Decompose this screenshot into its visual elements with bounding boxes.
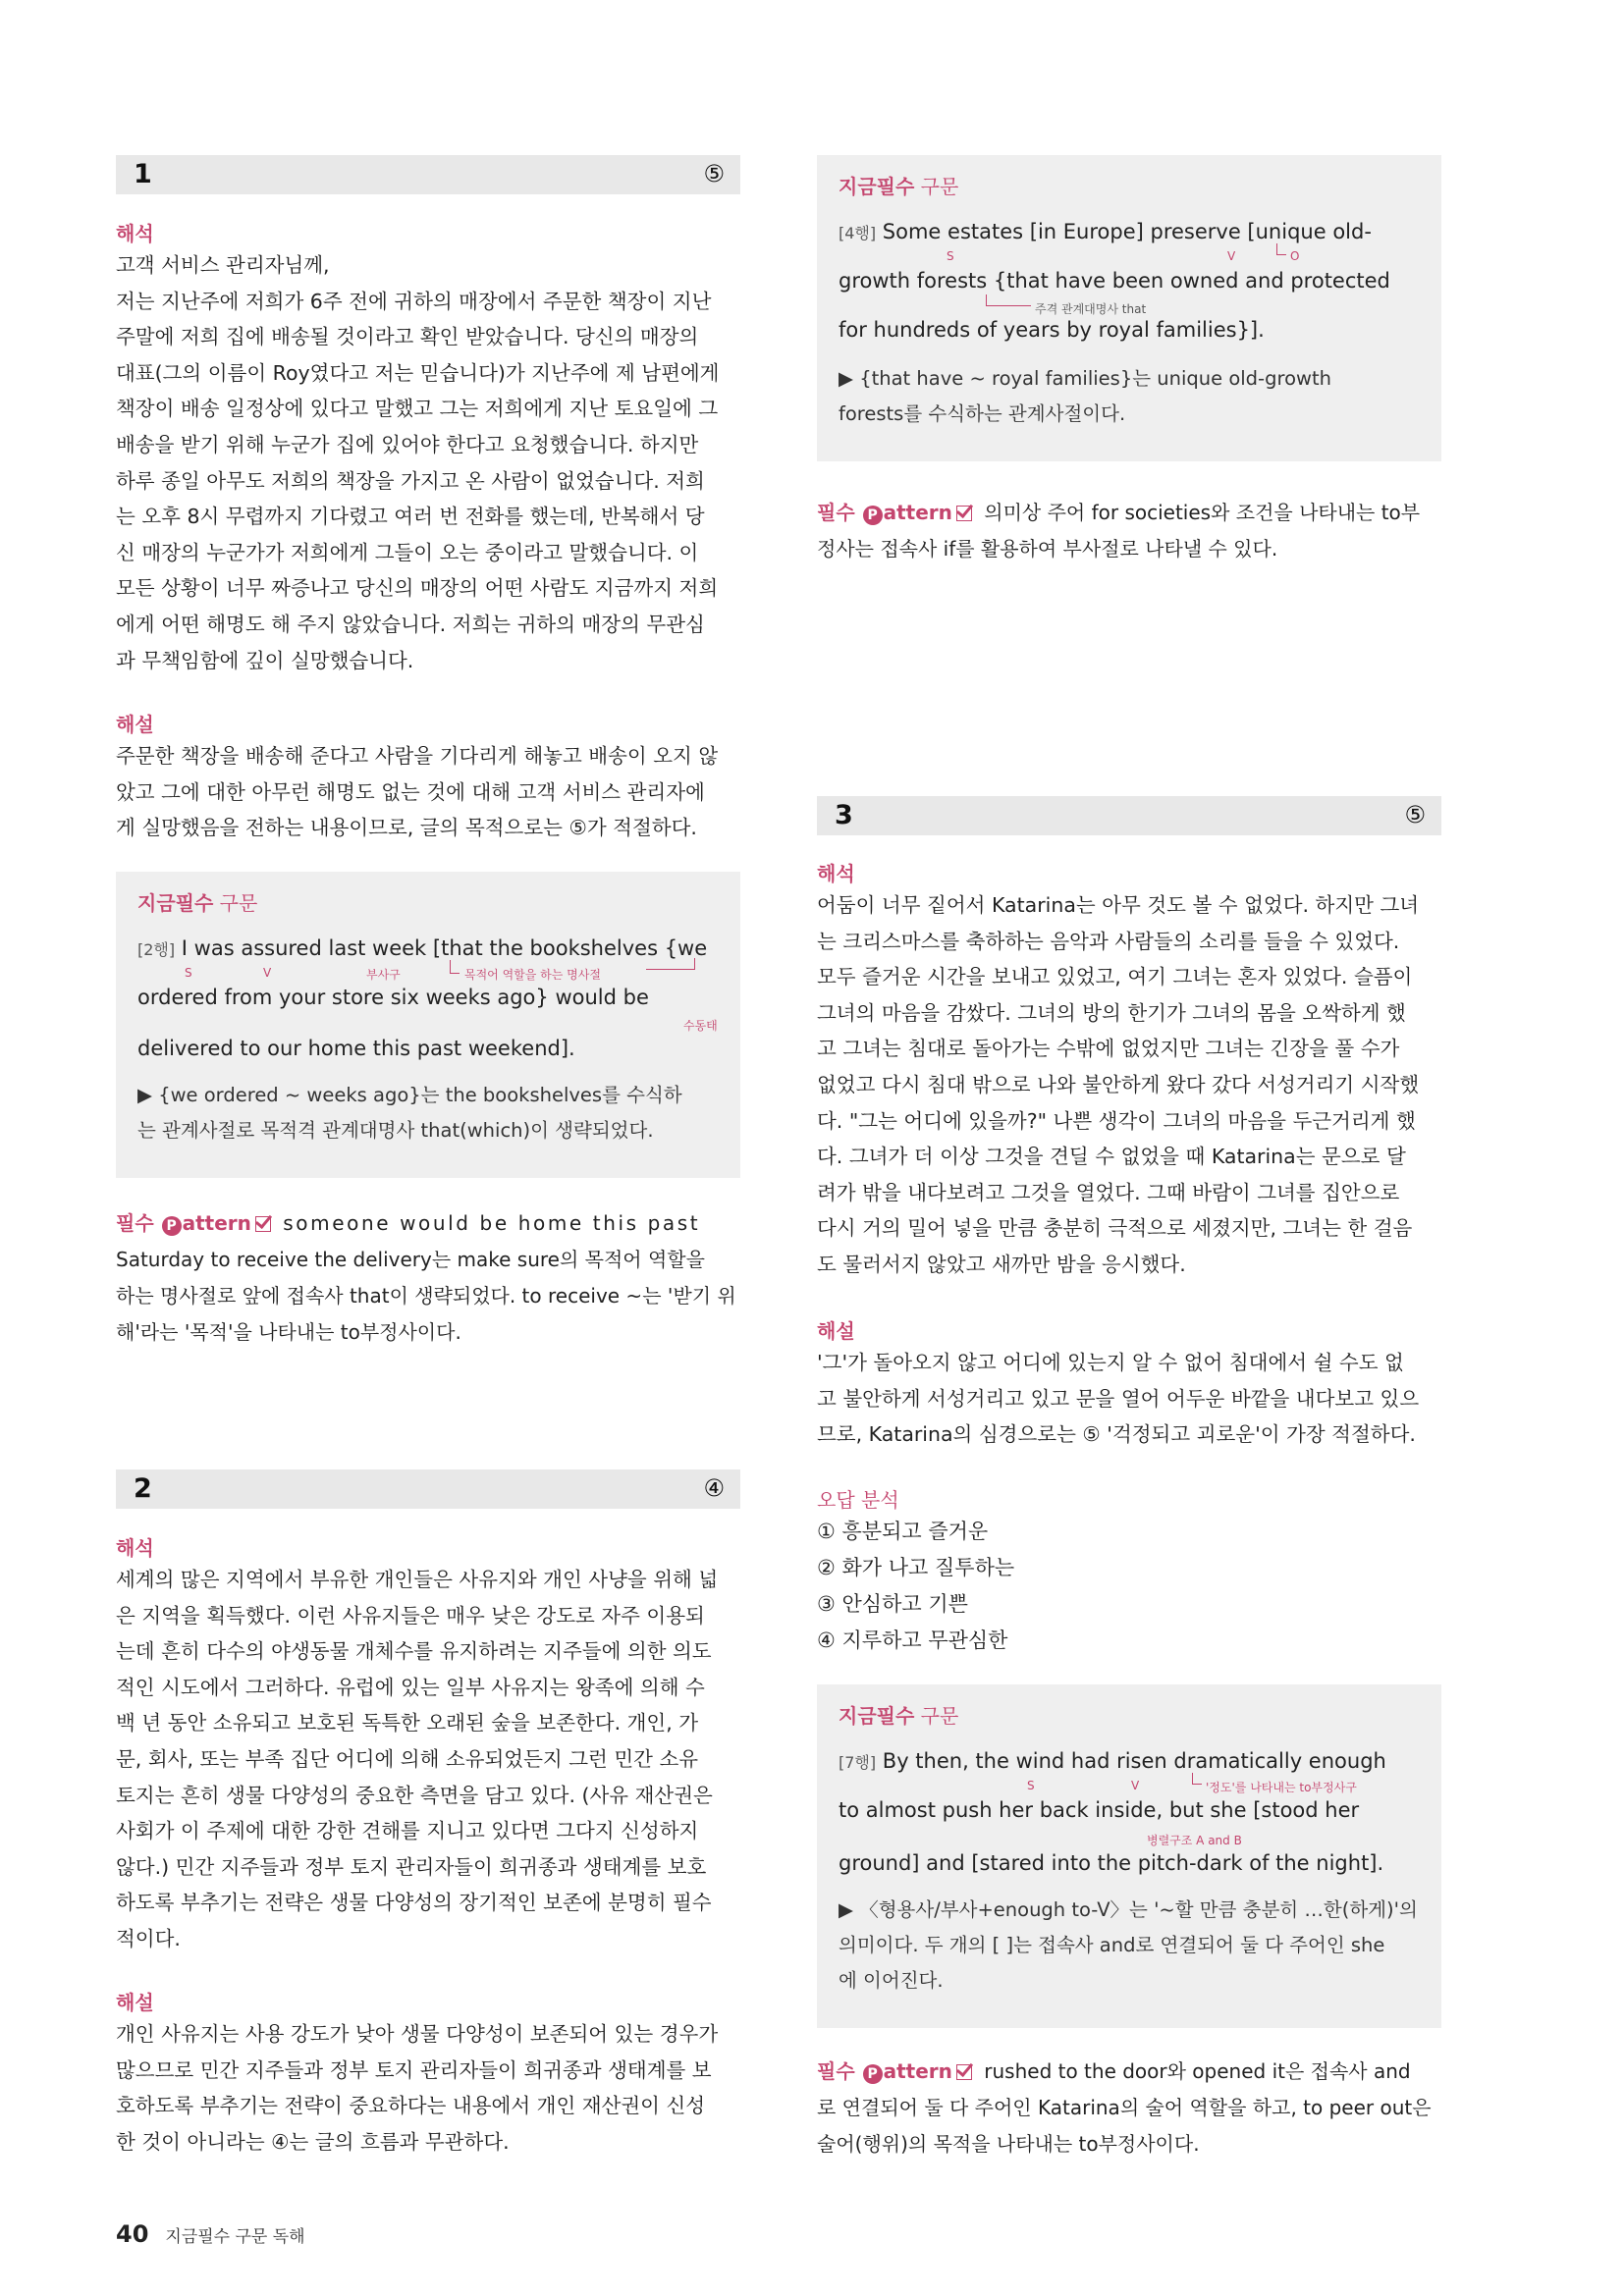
text-line: 호하도록 부추기는 전략이 중요하다는 내용에서 개인 재산권이 신성: [116, 2094, 706, 2118]
note-line: 에 이어진다.: [839, 1969, 944, 1992]
syntax-line-1: [7행] By then, the wind had risen dramatically enough: [839, 1749, 1386, 1773]
annotation-passive: 수동태: [683, 1019, 718, 1033]
answer-mark: ⑤: [1404, 801, 1426, 828]
note-line: 는 관계사절로 목적격 관계대명사 that(which)이 생략되었다.: [137, 1119, 654, 1142]
list-item: ② 화가 나고 질투하는: [817, 1556, 1015, 1579]
text-line: 하루 종일 아무도 저희의 책장을 가지고 온 사람이 없었습니다. 저희: [116, 468, 705, 493]
text-line: 한 것이 아니라는 ④는 글의 흐름과 무관하다.: [116, 2129, 510, 2154]
syntax-line-3: delivered to our home this past weekend].: [137, 1037, 575, 1060]
pattern-line: 해'라는 '목적'을 나타내는 to부정사이다.: [116, 1320, 461, 1344]
annotation-arrow: [646, 958, 695, 970]
question-1-header: [116, 155, 740, 194]
translation-label: 해석: [116, 1536, 154, 1560]
syntax-line-1: [2행] I was assured last week [that the bookshelves {we: [137, 936, 708, 960]
syntax-line-2: to almost push her back inside, but she [stood her: [839, 1798, 1360, 1822]
list-item: ① 흥분되고 즐거운: [817, 1520, 989, 1543]
annotation-o: O: [1290, 249, 1300, 263]
text-line: 므로, Katarina의 심경으로는 ⑤ '걱정되고 괴로운'이 가장 적절하다.: [817, 1422, 1416, 1447]
wrong-answer-label: 오답 분석: [817, 1488, 899, 1512]
text-line: 어둠이 너무 짙어서 Katarina는 아무 것도 볼 수 없었다. 하지만 그녀: [817, 893, 1420, 917]
syntax-note: [137, 1078, 723, 1148]
pattern-note: [116, 1205, 740, 1351]
annotation-s: S: [1027, 1779, 1035, 1792]
annotation-v: V: [263, 966, 272, 980]
text-line: 배송을 받기 위해 누군가 집에 있어야 한다고 요청했습니다. 하지만: [116, 432, 699, 456]
text-line: 문, 회사, 또는 부족 집단 어디에 의해 소유되었든지 그런 민간 소유: [116, 1746, 699, 1771]
text-line: 고 불안하게 서성거리고 있고 문을 열어 어두운 바깥을 내다보고 있으: [817, 1386, 1420, 1411]
pattern-note: [817, 2054, 1441, 2163]
syntax-line-1: [4행] Some estates [in Europe] preserve [unique old-: [839, 220, 1372, 243]
annotation-parallel: 병렬구조 A and B: [1147, 1834, 1242, 1847]
text-line: 저는 지난주에 저희가 6주 전에 귀하의 매장에서 주문한 책장이 지난: [116, 289, 712, 313]
text-line: 세계의 많은 지역에서 부유한 개인들은 사유지와 개인 사냥을 위해 넓: [116, 1568, 719, 1591]
text-line: 없었고 다시 침대 밖으로 나와 불안하게 왔다 갔다 서성거리기 시작했: [817, 1072, 1420, 1096]
note-line: ▶ 〈형용사/부사+enough to-V〉는 '~할 만큼 충분히 …한(하게)'의: [839, 1898, 1418, 1921]
key-syntax-box: [817, 155, 1441, 461]
translation-text: [116, 1562, 740, 1957]
text-line: 적인 시도에서 그러하다. 유럽에 있는 일부 사유지는 왕족에 의해 수: [116, 1675, 705, 1699]
note-line: ▶ {we ordered ~ weeks ago}는 the bookshelves를 수식하: [137, 1084, 682, 1106]
pattern-line: 하는 명사절로 앞에 접속사 that이 생략되었다. to receive ~는 '받기 위: [116, 1284, 736, 1308]
text-line: 과 무책임함에 깊이 실망했습니다.: [116, 648, 414, 672]
page-footer: [116, 2220, 305, 2248]
page-number: 40: [116, 2220, 149, 2248]
annotation-arrow: [1192, 1773, 1202, 1785]
pattern-note: [817, 495, 1441, 567]
syntax-line-3: for hundreds of years by royal families}].: [839, 318, 1265, 342]
text-line: 토지는 흔히 생물 다양성의 중요한 측면을 담고 있다. (사유 재산권은: [116, 1783, 713, 1807]
pattern-line: 필수 P attern someone would be home this past: [116, 1211, 701, 1235]
text-line: 고객 서비스 관리자님께,: [116, 253, 330, 277]
pattern-line: 정사는 접속사 if를 활용하여 부사절로 나타낼 수 있다.: [817, 537, 1278, 561]
text-line: 은 지역을 획득했다. 이런 사유지들은 매우 낮은 강도로 자주 이용되: [116, 1603, 705, 1628]
note-line: 의미이다. 두 개의 [ ]는 접속사 and로 연결되어 둘 다 주어인 she: [839, 1934, 1385, 1956]
note-line: ▶ {that have ~ royal families}는 unique old-growth: [839, 367, 1331, 390]
text-line: 는 크리스마스를 축하하는 음악과 사람들의 소리를 들을 수 있었다.: [817, 929, 1400, 953]
text-line: 개인 사유지는 사용 강도가 낮아 생물 다양성이 보존되어 있는 경우가: [116, 2022, 719, 2046]
annotation-arrow: [986, 294, 1031, 306]
box-title: 지금필수 구문: [137, 891, 258, 915]
text-line: 사회가 이 주제에 대한 강한 견해를 지니고 있다면 그다지 신성하지: [116, 1819, 699, 1843]
syntax-note: [839, 361, 1424, 432]
syntax-note: [839, 1893, 1424, 1999]
text-line: 다시 거의 밀어 넣을 만큼 충분히 극적으로 세졌지만, 그녀는 한 걸음: [817, 1216, 1413, 1241]
text-line: 신 매장의 누군가가 저희에게 그들이 오는 중이라고 말했습니다. 이: [116, 540, 699, 564]
annotation-object-clause: 목적어 역할을 하는 명사절: [464, 968, 601, 982]
pattern-line: 술어(행위)의 목적을 나타내는 to부정사이다.: [817, 2132, 1200, 2156]
annotation-adverb: 부사구: [366, 968, 401, 982]
annotation-v: V: [1131, 1779, 1140, 1792]
text-line: '그'가 돌아오지 않고 어디에 있는지 알 수 없어 침대에서 쉴 수도 없: [817, 1351, 1404, 1374]
pattern-line: 필수 P attern rushed to the door와 opened it은 접속사 and: [817, 2059, 1411, 2083]
text-line: 다. "그는 어디에 있을까?" 나쁜 생각이 그녀의 마음을 두근거리게 했: [817, 1108, 1416, 1133]
text-line: 주문한 책장을 배송해 준다고 사람을 기다리게 해놓고 배송이 오지 않: [116, 744, 719, 768]
text-line: 는데 흔히 다수의 야생동물 개체수를 유지하려는 지주들에 의한 의도: [116, 1639, 712, 1664]
text-line: 에게 어떤 해명도 해 주지 않았습니다. 저희는 귀하의 매장의 무관심: [116, 612, 705, 636]
explanation-label: 해설: [116, 713, 154, 736]
text-line: 모두 즐거운 시간을 보내고 있었고, 여기 그녀는 혼자 있었다. 슬픔이: [817, 965, 1413, 989]
pattern-line: Saturday to receive the delivery는 make sure의 목적어 역할을: [116, 1248, 705, 1271]
check-icon: [956, 506, 972, 521]
text-line: 려가 밖을 내다보려고 그것을 열었다. 그때 바람이 그녀를 집안으로: [817, 1180, 1400, 1204]
text-line: 고 그녀는 침대로 돌아가는 수밖에 없었지만 그녀는 긴장을 풀 수가: [817, 1037, 1400, 1061]
answer-mark: ④: [703, 1474, 725, 1502]
explanation-text: [116, 2016, 740, 2160]
wrong-answer-list: [817, 1514, 1014, 1659]
annotation-s: S: [947, 249, 954, 263]
answer-mark: ⑤: [703, 160, 725, 187]
question-number: 2: [134, 1473, 152, 1504]
question-number: 3: [835, 800, 853, 830]
list-item: ④ 지루하고 무관심한: [817, 1629, 1008, 1652]
translation-label: 해석: [817, 862, 855, 885]
key-syntax-box: [817, 1684, 1441, 2028]
key-syntax-box: [116, 872, 740, 1178]
text-line: 하도록 부추기는 전략은 생물 다양성의 장기적인 보존에 분명히 필수: [116, 1891, 712, 1915]
text-line: 는 오후 8시 무렵까지 기다렸고 여러 번 전화를 했는데, 반복해서 당: [116, 505, 705, 529]
text-line: 백 년 동안 소유되고 보호된 독특한 오래된 숲을 보존한다. 개인, 가: [116, 1711, 699, 1735]
annotation-arrow: [450, 960, 460, 974]
question-number: 1: [134, 159, 152, 189]
text-line: 주말에 저희 집에 배송될 것이라고 확인 받았습니다. 당신의 매장의: [116, 325, 699, 349]
pattern-line: 로 연결되어 둘 다 주어인 Katarina의 술어 역할을 하고, to peer out은: [817, 2096, 1432, 2119]
explanation-text: [116, 738, 740, 846]
text-line: 모든 상황이 너무 짜증나고 당신의 매장의 어떤 사람도 지금까지 저희: [116, 576, 719, 601]
text-line: 았고 그에 대한 아무런 해명도 없는 것에 대해 고객 서비스 관리자에: [116, 779, 705, 804]
box-title: 지금필수 구문: [839, 175, 959, 198]
list-item: ③ 안심하고 기쁜: [817, 1592, 968, 1616]
text-line: 많으므로 민간 지주들과 정부 토지 관리자들이 희귀종과 생태계를 보: [116, 2057, 712, 2082]
book-title: 지금필수 구문 독해: [165, 2227, 305, 2247]
text-line: 대표(그의 이름이 Roy였다고 저는 믿습니다)가 지난주에 제 남편에게: [116, 360, 720, 385]
translation-text: [116, 247, 740, 678]
question-2-header: [116, 1469, 740, 1509]
translation-label: 해석: [116, 222, 154, 245]
text-line: 게 실망했음을 전하는 내용이므로, 글의 목적으로는 ⑤가 적절하다.: [116, 816, 697, 840]
text-line: 도 물러서지 않았고 새까만 밤을 응시했다.: [817, 1252, 1186, 1276]
explanation-label: 해설: [817, 1319, 855, 1343]
annotation-s: S: [185, 966, 192, 980]
syntax-line-2: growth forests {that have been owned and protected: [839, 269, 1390, 293]
check-icon: [255, 1216, 271, 1232]
text-line: 다. 그녀가 더 이상 그것을 견딜 수 없었을 때 Katarina는 문으로 달: [817, 1145, 1406, 1169]
annotation-relative-pronoun: 주격 관계대명사 that: [1035, 302, 1147, 316]
text-line: 책장이 배송 일정상에 있다고 말했고 그는 저희에게 지난 토요일에 그: [116, 397, 719, 421]
pattern-line: 필수 P attern 의미상 주어 for societies와 조건을 나타내는 to부: [817, 501, 1421, 524]
text-line: 않다.) 민간 지주들과 정부 토지 관리자들이 희귀종과 생태계를 보호: [116, 1854, 707, 1879]
box-title: 지금필수 구문: [839, 1704, 959, 1728]
annotation-degree: '정도'를 나타내는 to부정사구: [1206, 1781, 1357, 1794]
syntax-line-2: ordered from your store six weeks ago} would be: [137, 986, 649, 1009]
text-line: 그녀의 마음을 감쌌다. 그녀의 방의 한기가 그녀의 몸을 오싹하게 했: [817, 1000, 1406, 1025]
syntax-line-3: ground] and [stared into the pitch-dark of the night].: [839, 1851, 1384, 1875]
annotation-v: V: [1227, 249, 1236, 263]
annotation-arrow: [1276, 243, 1286, 255]
translation-text: [817, 887, 1441, 1283]
explanation-label: 해설: [116, 1991, 154, 2014]
text-line: 적이다.: [116, 1926, 181, 1950]
question-3-header: [817, 796, 1441, 835]
explanation-text: [817, 1345, 1441, 1453]
note-line: forests를 수식하는 관계사절이다.: [839, 402, 1126, 425]
check-icon: [956, 2064, 972, 2080]
